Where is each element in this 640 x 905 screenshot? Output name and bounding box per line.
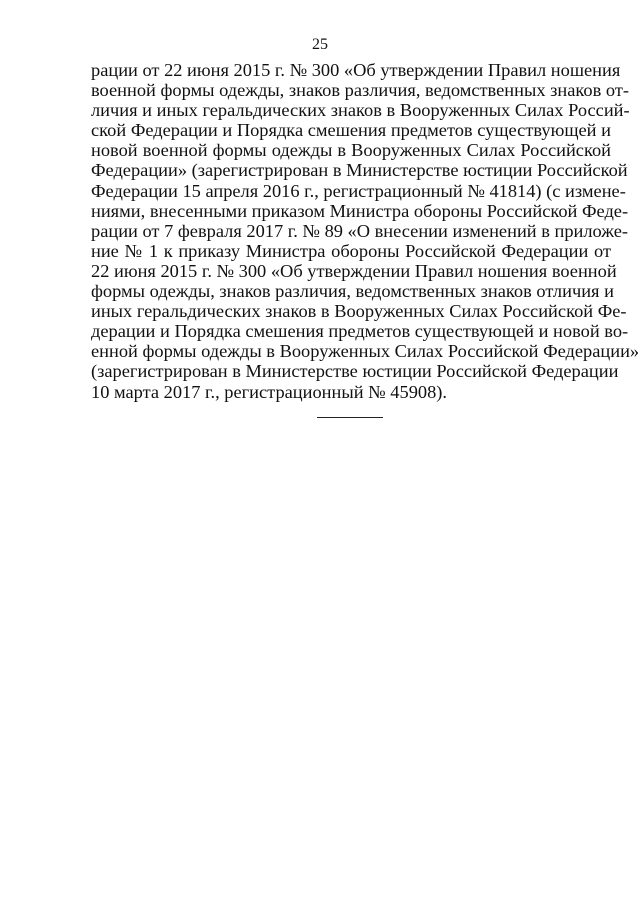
page-number: 25 <box>312 36 328 53</box>
text-line-2: военной формы одежды, знаков различия, ведомственных знаков от- <box>91 80 629 101</box>
end-divider <box>317 417 383 418</box>
text-line-6: Федерации» (зарегистрирован в Министерстве юстиции Российской <box>91 160 628 181</box>
text-line-13: иных геральдических знаков в Вооруженных Силах Российской Фе- <box>91 301 627 322</box>
text-line-9: рации от 7 февраля 2017 г. № 89 «О внесении изменений в приложе- <box>91 220 629 241</box>
text-line-5: новой военной формы одежды в Вооруженных Силах Российской <box>91 140 611 161</box>
text-line-12: формы одежды, знаков различия, ведомственных знаков отличия и <box>91 281 614 302</box>
text-line-17: 10 марта 2017 г., регистрационный № 45908). <box>91 381 448 402</box>
document-body <box>91 60 640 402</box>
text-line-10: ние № 1 к приказу Министра обороны Российской Федерации от <box>91 240 611 261</box>
text-line-14: дерации и Порядка смешения предметов существующей и новой во- <box>91 321 629 342</box>
text-line-16: (зарегистрирован в Министерстве юстиции Российской Федерации <box>91 361 619 382</box>
text-line-7: Федерации 15 апреля 2016 г., регистрационный № 41814) (с измене- <box>91 180 626 201</box>
text-line-15: енной формы одежды в Вооруженных Силах Российской Федерации» <box>91 341 640 362</box>
text-line-1: рации от 22 июня 2015 г. № 300 «Об утверждении Правил ношения <box>91 60 621 80</box>
text-line-8: ниями, внесенными приказом Министра обороны Российской Феде- <box>91 200 629 221</box>
text-line-11: 22 июня 2015 г. № 300 «Об утверждении Правил ношения военной <box>91 260 617 281</box>
text-line-3: личия и иных геральдических знаков в Вооруженных Силах Россий- <box>91 100 630 121</box>
text-line-4: ской Федерации и Порядка смешения предметов существующей и <box>91 120 611 141</box>
